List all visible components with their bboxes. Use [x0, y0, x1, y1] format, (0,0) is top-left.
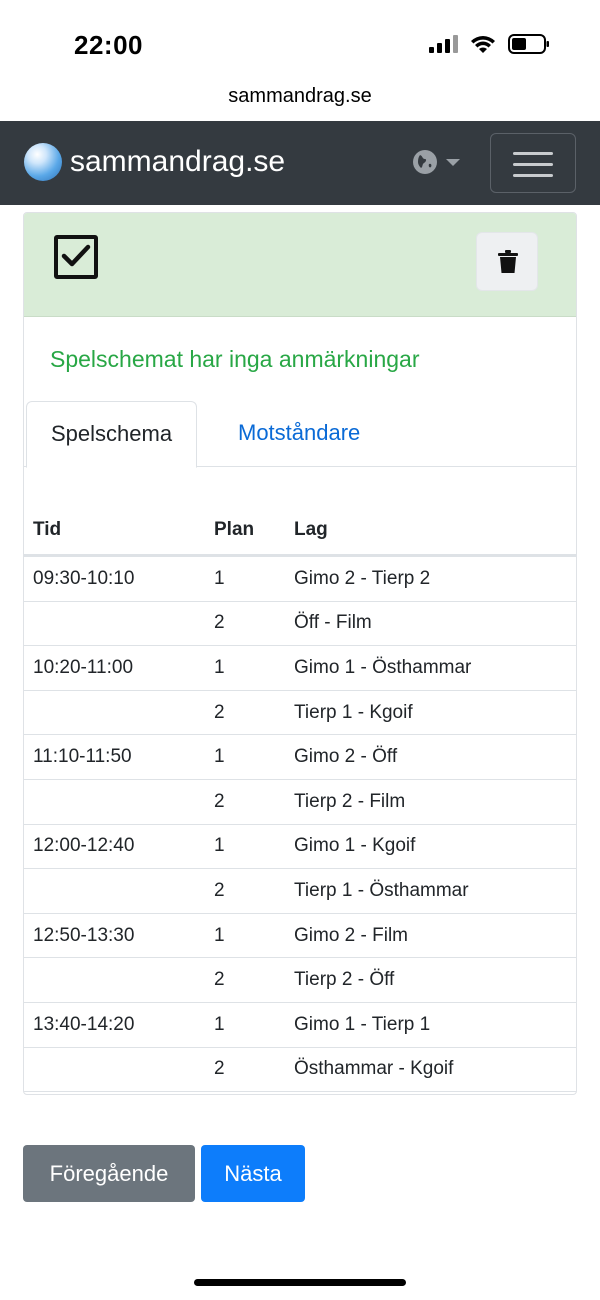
status-bar [0, 0, 600, 80]
tab-bar [24, 401, 576, 467]
table-row [24, 602, 576, 647]
cell-tid: 11:10-11:50 [33, 746, 132, 768]
brand-link[interactable] [24, 143, 285, 181]
battery-icon [508, 34, 550, 54]
table-row [24, 646, 576, 691]
cell-plan: 2 [214, 969, 225, 991]
language-dropdown[interactable] [412, 149, 460, 175]
table-header [24, 505, 576, 557]
table-row [24, 1048, 576, 1093]
cell-tid: 13:40-14:20 [33, 1013, 135, 1035]
home-indicator[interactable] [194, 1279, 406, 1286]
cell-tid: 10:20-11:00 [33, 656, 134, 678]
cell-lag: Gimo 2 - Film [294, 924, 408, 946]
table-body [24, 557, 576, 1092]
cell-lag: Gimo 1 - Östhammar [294, 656, 472, 678]
cell-plan: 2 [214, 612, 225, 634]
signal-icon [429, 35, 458, 53]
card-header [24, 213, 576, 317]
table-row [24, 825, 576, 870]
cell-lag: Gimo 1 - Tierp 1 [294, 1013, 431, 1035]
cell-lag: Östhammar - Kgoif [294, 1058, 454, 1080]
cell-plan: 2 [214, 701, 225, 723]
table-row [24, 914, 576, 959]
cell-lag: Tierp 1 - Östhammar [294, 879, 469, 901]
wifi-icon [470, 34, 496, 54]
cell-plan: 1 [214, 835, 225, 857]
table-row [24, 735, 576, 780]
cell-lag: Gimo 2 - Öff [294, 746, 398, 768]
table-row [24, 691, 576, 736]
table-row [24, 1003, 576, 1048]
header-lag: Lag [294, 518, 328, 540]
header-tid: Tid [33, 518, 62, 540]
cell-plan: 1 [214, 924, 225, 946]
tab-spelschema[interactable]: Spelschema [26, 401, 197, 468]
navbar [0, 121, 600, 205]
table-row [24, 557, 576, 602]
chevron-down-icon [446, 159, 460, 166]
cell-plan: 2 [214, 790, 225, 812]
url-bar[interactable]: sammandrag.se [228, 85, 372, 107]
previous-button[interactable]: Föregående [23, 1145, 195, 1202]
status-icons [429, 34, 550, 54]
cell-plan: 1 [214, 1013, 225, 1035]
cell-plan: 2 [214, 1058, 225, 1080]
status-time: 22:00 [74, 30, 143, 60]
cell-tid: 12:00-12:40 [33, 835, 135, 857]
cell-plan: 2 [214, 879, 225, 901]
header-plan: Plan [214, 518, 255, 540]
schedule-card [23, 212, 577, 1095]
cell-tid: 12:50-13:30 [33, 924, 135, 946]
cell-plan: 1 [214, 656, 225, 678]
checkbox-checked[interactable] [54, 235, 98, 279]
schedule-note: Spelschemat har inga anmärkningar [50, 346, 420, 372]
trash-icon [498, 250, 518, 274]
checkmark-icon [61, 243, 91, 269]
cell-tid: 09:30-10:10 [33, 567, 135, 589]
cell-lag: Gimo 2 - Tierp 2 [294, 567, 431, 589]
table-row [24, 958, 576, 1003]
brand-text: sammandrag.se [70, 145, 286, 178]
globe-logo-icon [24, 143, 62, 181]
cell-plan: 1 [214, 567, 225, 589]
delete-button[interactable] [476, 232, 538, 291]
cell-lag: Tierp 2 - Öff [294, 969, 395, 991]
cell-lag: Tierp 1 - Kgoif [294, 701, 413, 723]
next-button[interactable]: Nästa [201, 1145, 305, 1202]
cell-lag: Öff - Film [294, 612, 372, 634]
table-row [24, 869, 576, 914]
globe-icon [412, 149, 438, 175]
tab-motstandare[interactable]: Motståndare [238, 420, 361, 445]
schedule-table [24, 505, 576, 1092]
table-row [24, 780, 576, 825]
cell-lag: Tierp 2 - Film [294, 790, 406, 812]
cell-lag: Gimo 1 - Kgoif [294, 835, 416, 857]
menu-button[interactable] [490, 133, 576, 193]
cell-plan: 1 [214, 746, 225, 768]
